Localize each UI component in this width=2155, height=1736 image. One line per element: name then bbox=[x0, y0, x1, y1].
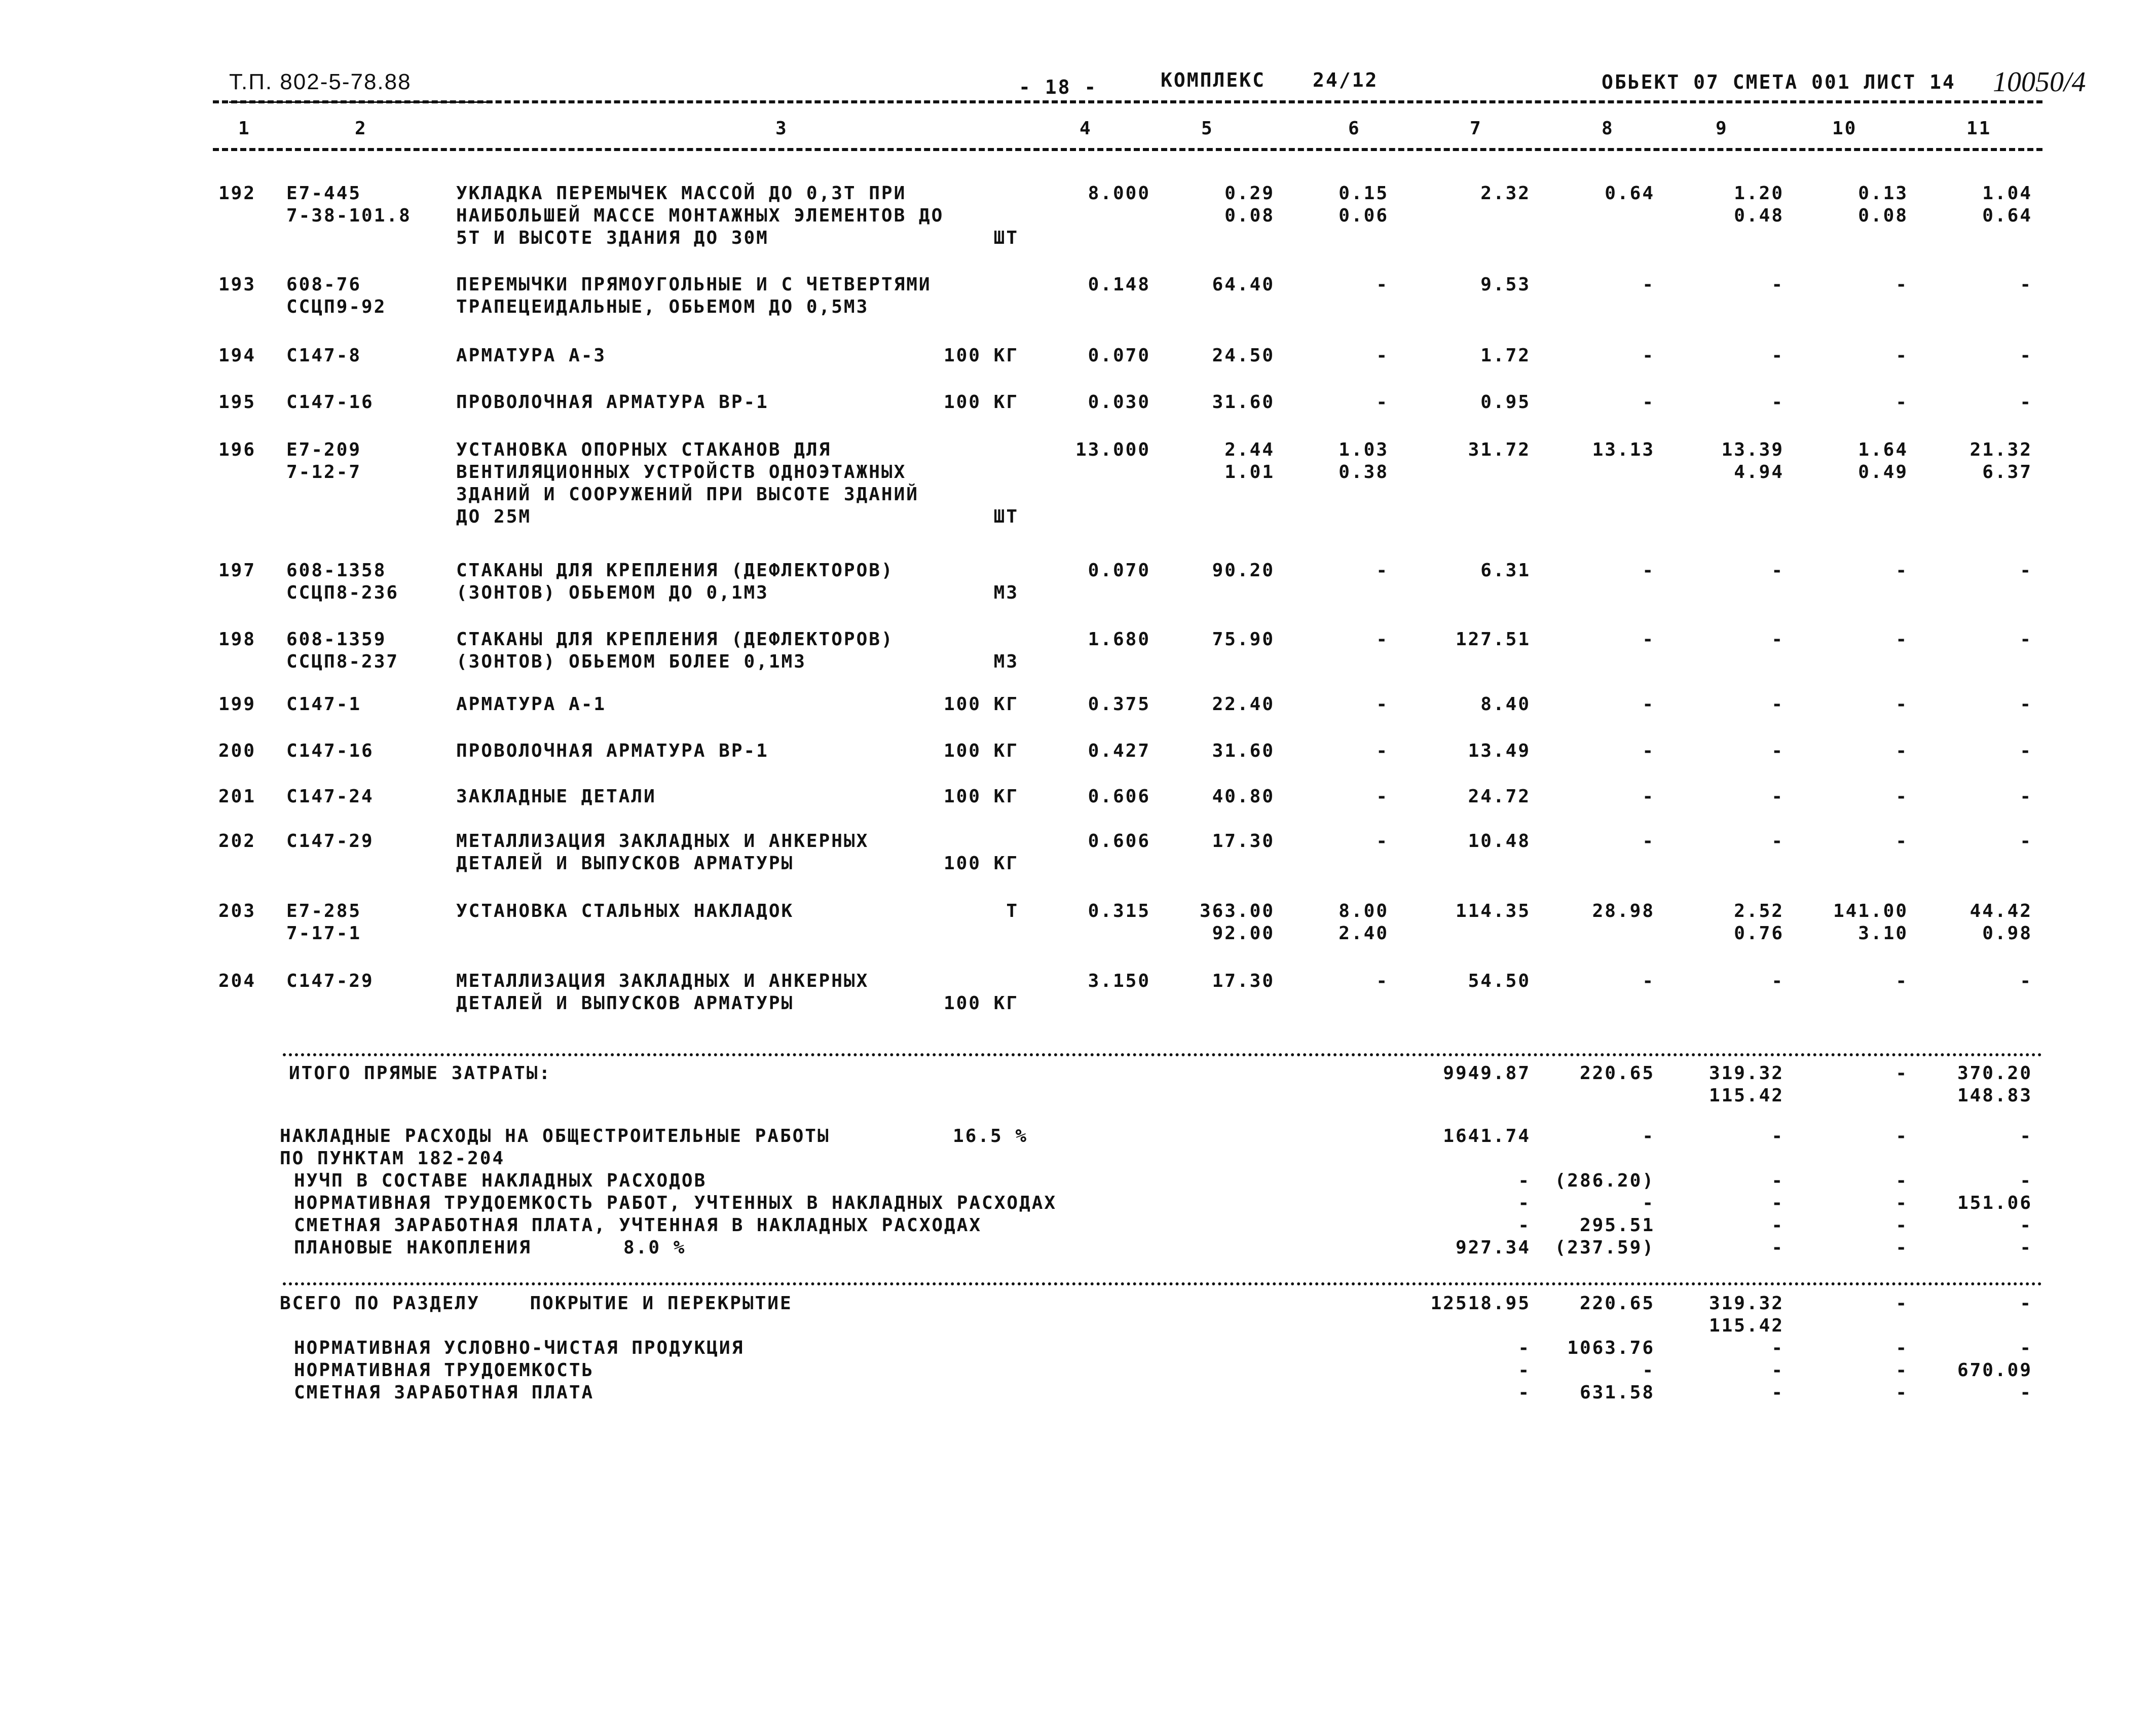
quantity-cell: 0.427 bbox=[1088, 741, 1150, 761]
wage-cell: 28.98 bbox=[1592, 901, 1655, 921]
quantity-cell: 0.030 bbox=[1088, 392, 1150, 413]
unit-of-measure: М3 bbox=[993, 582, 1019, 603]
labour-cell: - bbox=[1896, 274, 1908, 295]
machine-total-cell: - bbox=[1771, 786, 1784, 807]
reference-code: ССЦП8-236 bbox=[286, 582, 399, 603]
summary-wage: 1063.76 bbox=[1567, 1338, 1655, 1358]
labour-total-cell: - bbox=[2020, 831, 2032, 852]
labour-cell: - bbox=[1896, 786, 1908, 807]
resource-code: С147-16 bbox=[286, 741, 374, 761]
reference-code: 7-12-7 bbox=[286, 462, 362, 483]
quantity-cell: 0.315 bbox=[1088, 901, 1150, 921]
work-description: ЗАКЛАДНЫЕ ДЕТАЛИ bbox=[456, 786, 656, 807]
summary-wage: 295.51 bbox=[1579, 1215, 1655, 1236]
summary-wage: 220.65 bbox=[1579, 1063, 1655, 1084]
unit-of-measure: ШТ bbox=[993, 506, 1019, 527]
work-description: ТРАПЕЦЕИДАЛЬНЫЕ, ОБЬЕМОМ ДО 0,5М3 bbox=[456, 297, 869, 317]
labour-total-cell: 0.64 bbox=[1982, 205, 2032, 226]
summary-total: 1641.74 bbox=[1443, 1126, 1531, 1147]
wage-cell: - bbox=[1642, 831, 1655, 852]
resource-code: С147-1 bbox=[286, 694, 362, 715]
summary-wage: 631.58 bbox=[1579, 1382, 1655, 1403]
labour-total-cell: - bbox=[2020, 560, 2032, 581]
work-description: (ЗОНТОВ) ОБЬЕМОМ БОЛЕЕ 0,1М3 bbox=[456, 651, 806, 672]
total-cost-cell: 0.95 bbox=[1480, 392, 1531, 413]
quantity-cell: 0.375 bbox=[1088, 694, 1150, 715]
summary-total: - bbox=[1518, 1360, 1531, 1381]
summary-machine: 319.32 bbox=[1708, 1063, 1784, 1084]
machine-cost-cell: 8.00 bbox=[1339, 901, 1389, 921]
machine-cost-cell: - bbox=[1376, 786, 1389, 807]
reference-code: 7-38-101.8 bbox=[286, 205, 412, 226]
summary-labour: - bbox=[1896, 1338, 1908, 1358]
machine-total-cell: - bbox=[1771, 345, 1784, 366]
unit-cost-cell: 17.30 bbox=[1212, 971, 1275, 991]
summary-machine: - bbox=[1771, 1237, 1784, 1258]
machine-cost-cell: 0.15 bbox=[1339, 183, 1389, 204]
total-cost-cell: 13.49 bbox=[1468, 741, 1531, 761]
resource-code: С147-29 bbox=[286, 831, 374, 852]
machine-total-cell: 1.20 bbox=[1734, 183, 1784, 204]
summary-total: 9949.87 bbox=[1443, 1063, 1531, 1084]
row-number: 204 bbox=[218, 971, 256, 991]
summary-total: - bbox=[1518, 1382, 1531, 1403]
labour-total-cell: 44.42 bbox=[1970, 901, 2032, 921]
summary-labour-total: - bbox=[2020, 1237, 2032, 1258]
labour-total-cell: - bbox=[2020, 971, 2032, 991]
labour-total-cell: 6.37 bbox=[1982, 462, 2032, 483]
quantity-cell: 0.070 bbox=[1088, 560, 1150, 581]
column-number: 4 bbox=[1080, 118, 1092, 139]
total-cost-cell: 8.40 bbox=[1480, 694, 1531, 715]
summary-labour: - bbox=[1896, 1382, 1908, 1403]
work-description: ДЕТАЛЕЙ И ВЫПУСКОВ АРМАТУРЫ bbox=[456, 993, 794, 1014]
column-number: 2 bbox=[355, 118, 367, 139]
row-number: 203 bbox=[218, 901, 256, 921]
row-number: 200 bbox=[218, 741, 256, 761]
quantity-cell: 3.150 bbox=[1088, 971, 1150, 991]
labour-cell: - bbox=[1896, 831, 1908, 852]
unit-cost-cell: 75.90 bbox=[1212, 629, 1275, 650]
machine-cost-cell: 2.40 bbox=[1339, 923, 1389, 944]
summary-total: - bbox=[1518, 1193, 1531, 1213]
unit-of-measure: Т bbox=[1006, 901, 1019, 921]
summary-total: 12518.95 bbox=[1430, 1293, 1531, 1314]
unit-of-measure: 100 КГ bbox=[943, 853, 1019, 874]
quantity-cell: 1.680 bbox=[1088, 629, 1150, 650]
reference-code: ССЦП9-92 bbox=[286, 297, 387, 317]
work-description: АРМАТУРА А-3 bbox=[456, 345, 607, 366]
summary-machine: - bbox=[1771, 1360, 1784, 1381]
machine-total-cell: - bbox=[1771, 741, 1784, 761]
labour-total-cell: 1.04 bbox=[1982, 183, 2032, 204]
resource-code: 608-76 bbox=[286, 274, 362, 295]
machine-cost-cell: - bbox=[1376, 274, 1389, 295]
machine-total-cell: - bbox=[1771, 694, 1784, 715]
work-description: АРМАТУРА А-1 bbox=[456, 694, 607, 715]
unit-cost-cell: 2.44 bbox=[1224, 439, 1275, 460]
quantity-cell: 8.000 bbox=[1088, 183, 1150, 204]
wage-cell: - bbox=[1642, 345, 1655, 366]
total-cost-cell: 31.72 bbox=[1468, 439, 1531, 460]
summary-label: СМЕТНАЯ ЗАРАБОТНАЯ ПЛАТА bbox=[294, 1382, 595, 1403]
labour-cell: - bbox=[1896, 392, 1908, 413]
resource-code: С147-29 bbox=[286, 971, 374, 991]
machine-cost-cell: - bbox=[1376, 971, 1389, 991]
row-number: 194 bbox=[218, 345, 256, 366]
unit-of-measure: ШТ bbox=[993, 228, 1019, 248]
unit-cost-cell: 0.08 bbox=[1224, 205, 1275, 226]
labour-cell: 0.13 bbox=[1858, 183, 1908, 204]
summary-labour: - bbox=[1896, 1360, 1908, 1381]
work-description: СТАКАНЫ ДЛЯ КРЕПЛЕНИЯ (ДЕФЛЕКТОРОВ) bbox=[456, 560, 894, 581]
summary-machine: - bbox=[1771, 1338, 1784, 1358]
summary-machine: - bbox=[1771, 1170, 1784, 1191]
unit-of-measure: 100 КГ bbox=[943, 993, 1019, 1014]
summary-machine: 319.32 bbox=[1708, 1293, 1784, 1314]
work-description: ВЕНТИЛЯЦИОННЫХ УСТРОЙСТВ ОДНОЭТАЖНЫХ bbox=[456, 462, 907, 483]
unit-cost-cell: 363.00 bbox=[1199, 901, 1275, 921]
machine-cost-cell: - bbox=[1376, 831, 1389, 852]
summary-label: НОРМАТИВНАЯ УСЛОВНО-ЧИСТАЯ ПРОДУКЦИЯ bbox=[294, 1338, 745, 1358]
column-number: 6 bbox=[1348, 118, 1361, 139]
total-cost-cell: 6.31 bbox=[1480, 560, 1531, 581]
work-description: (ЗОНТОВ) ОБЬЕМОМ ДО 0,1М3 bbox=[456, 582, 769, 603]
summary-label: ВСЕГО ПО РАЗДЕЛУ ПОКРЫТИЕ И ПЕРЕКРЫТИЕ bbox=[280, 1293, 793, 1314]
machine-total-cell: 0.48 bbox=[1734, 205, 1784, 226]
unit-cost-cell: 1.01 bbox=[1224, 462, 1275, 483]
summary-labour: - bbox=[1896, 1193, 1908, 1213]
unit-cost-cell: 22.40 bbox=[1212, 694, 1275, 715]
work-description: ПРОВОЛОЧНАЯ АРМАТУРА ВР-1 bbox=[456, 741, 769, 761]
labour-cell: - bbox=[1896, 741, 1908, 761]
summary-label: НОРМАТИВНАЯ ТРУДОЕМКОСТЬ bbox=[294, 1360, 595, 1381]
labour-total-cell: - bbox=[2020, 392, 2032, 413]
unit-cost-cell: 31.60 bbox=[1212, 741, 1275, 761]
resource-code: 608-1358 bbox=[286, 560, 387, 581]
summary-labour: - bbox=[1896, 1215, 1908, 1236]
summary-wage: - bbox=[1642, 1193, 1655, 1213]
row-number: 197 bbox=[218, 560, 256, 581]
unit-cost-cell: 40.80 bbox=[1212, 786, 1275, 807]
labour-cell: - bbox=[1896, 629, 1908, 650]
work-description: СТАКАНЫ ДЛЯ КРЕПЛЕНИЯ (ДЕФЛЕКТОРОВ) bbox=[456, 629, 894, 650]
machine-cost-cell: - bbox=[1376, 392, 1389, 413]
total-cost-cell: 114.35 bbox=[1455, 901, 1531, 921]
row-number: 193 bbox=[218, 274, 256, 295]
machine-total-cell: 4.94 bbox=[1734, 462, 1784, 483]
summary-wage: (286.20) bbox=[1554, 1170, 1655, 1191]
machine-cost-cell: 0.38 bbox=[1339, 462, 1389, 483]
unit-cost-cell: 24.50 bbox=[1212, 345, 1275, 366]
summary-label: ПО ПУНКТАМ 182-204 bbox=[280, 1148, 505, 1169]
unit-of-measure: 100 КГ bbox=[943, 345, 1019, 366]
row-number: 199 bbox=[218, 694, 256, 715]
header-bottom-rule bbox=[213, 148, 2042, 151]
labour-cell: 3.10 bbox=[1858, 923, 1908, 944]
work-description: МЕТАЛЛИЗАЦИЯ ЗАКЛАДНЫХ И АНКЕРНЫХ bbox=[456, 831, 869, 852]
resource-code: С147-16 bbox=[286, 392, 374, 413]
total-cost-cell: 54.50 bbox=[1468, 971, 1531, 991]
labour-total-cell: - bbox=[2020, 741, 2032, 761]
machine-total-cell: - bbox=[1771, 629, 1784, 650]
summary-machine: - bbox=[1771, 1382, 1784, 1403]
unit-of-measure: 100 КГ bbox=[943, 741, 1019, 761]
column-number: 9 bbox=[1716, 118, 1728, 139]
unit-cost-cell: 17.30 bbox=[1212, 831, 1275, 852]
summary-labour-total: - bbox=[2020, 1126, 2032, 1147]
work-description: МЕТАЛЛИЗАЦИЯ ЗАКЛАДНЫХ И АНКЕРНЫХ bbox=[456, 971, 869, 991]
summary-labour: - bbox=[1896, 1237, 1908, 1258]
row-number: 195 bbox=[218, 392, 256, 413]
wage-cell: 13.13 bbox=[1592, 439, 1655, 460]
summary-labour-total: - bbox=[2020, 1382, 2032, 1403]
resource-code: С147-8 bbox=[286, 345, 362, 366]
wage-cell: - bbox=[1642, 971, 1655, 991]
labour-total-cell: - bbox=[2020, 345, 2032, 366]
summary-wage: - bbox=[1642, 1126, 1655, 1147]
total-cost-cell: 2.32 bbox=[1480, 183, 1531, 204]
summary-machine: 115.42 bbox=[1708, 1085, 1784, 1106]
labour-cell: - bbox=[1896, 560, 1908, 581]
labour-total-cell: - bbox=[2020, 694, 2032, 715]
wage-cell: - bbox=[1642, 392, 1655, 413]
work-description: 5Т И ВЫСОТЕ ЗДАНИЯ ДО 30М bbox=[456, 228, 769, 248]
summary-total: - bbox=[1518, 1215, 1531, 1236]
summary-machine: - bbox=[1771, 1215, 1784, 1236]
row-number: 201 bbox=[218, 786, 256, 807]
labour-total-cell: - bbox=[2020, 786, 2032, 807]
unit-cost-cell: 31.60 bbox=[1212, 392, 1275, 413]
summary-label: НУЧП В СОСТАВЕ НАКЛАДНЫХ РАСХОДОВ bbox=[294, 1170, 707, 1191]
row-number: 196 bbox=[218, 439, 256, 460]
summary-labour-total: - bbox=[2020, 1215, 2032, 1236]
summary-labour-total: 148.83 bbox=[1957, 1085, 2032, 1106]
unit-cost-cell: 64.40 bbox=[1212, 274, 1275, 295]
resource-code: Е7-285 bbox=[286, 901, 362, 921]
column-number: 1 bbox=[238, 118, 251, 139]
total-cost-cell: 9.53 bbox=[1480, 274, 1531, 295]
unit-of-measure: М3 bbox=[993, 651, 1019, 672]
wage-cell: - bbox=[1642, 560, 1655, 581]
quantity-cell: 0.606 bbox=[1088, 831, 1150, 852]
summary-labour-total: - bbox=[2020, 1338, 2032, 1358]
summary-label: НОРМАТИВНАЯ ТРУДОЕМКОСТЬ РАБОТ, УЧТЕННЫХ В НАКЛАДНЫХ РАСХОДАХ bbox=[294, 1193, 1057, 1213]
sheet-mark: 10050/4 bbox=[1993, 66, 2086, 98]
summary-label: ИТОГО ПРЯМЫЕ ЗАТРАТЫ: bbox=[289, 1063, 552, 1084]
summary-machine: - bbox=[1771, 1126, 1784, 1147]
unit-cost-cell: 92.00 bbox=[1212, 923, 1275, 944]
machine-cost-cell: - bbox=[1376, 741, 1389, 761]
summary-labour: - bbox=[1896, 1170, 1908, 1191]
summary-total: 927.34 bbox=[1455, 1237, 1531, 1258]
summary-labour-total: - bbox=[2020, 1170, 2032, 1191]
wage-cell: - bbox=[1642, 274, 1655, 295]
summary-labour: - bbox=[1896, 1126, 1908, 1147]
wage-cell: - bbox=[1642, 629, 1655, 650]
complex-value: 24/12 bbox=[1313, 69, 1379, 91]
summary-labour: - bbox=[1896, 1063, 1908, 1084]
summary-rate: 8.0 % bbox=[623, 1237, 686, 1258]
unit-cost-cell: 90.20 bbox=[1212, 560, 1275, 581]
labour-total-cell: 21.32 bbox=[1970, 439, 2032, 460]
quantity-cell: 13.000 bbox=[1075, 439, 1150, 460]
machine-total-cell: 13.39 bbox=[1721, 439, 1784, 460]
project-code: Т.П. 802-5-78.88 bbox=[229, 69, 412, 94]
machine-total-cell: - bbox=[1771, 560, 1784, 581]
machine-cost-cell: 0.06 bbox=[1339, 205, 1389, 226]
wage-cell: - bbox=[1642, 786, 1655, 807]
header-top-rule bbox=[213, 100, 2042, 103]
reference-code: ССЦП8-237 bbox=[286, 651, 399, 672]
work-description: УКЛАДКА ПЕРЕМЫЧЕК МАССОЙ ДО 0,3Т ПРИ bbox=[456, 183, 907, 204]
summary-labour-total: - bbox=[2020, 1293, 2032, 1314]
work-description: ПРОВОЛОЧНАЯ АРМАТУРА ВР-1 bbox=[456, 392, 769, 413]
object-info: ОБЬЕКТ 07 СМЕТА 001 ЛИСТ 14 bbox=[1602, 71, 1956, 93]
machine-total-cell: - bbox=[1771, 971, 1784, 991]
work-description: НАИБОЛЬШЕЙ МАССЕ МОНТАЖНЫХ ЭЛЕМЕНТОВ ДО bbox=[456, 205, 944, 226]
column-number: 10 bbox=[1832, 118, 1857, 139]
labour-cell: - bbox=[1896, 345, 1908, 366]
summary-labour-total: 151.06 bbox=[1957, 1193, 2032, 1213]
summary-rate: 16.5 % bbox=[953, 1126, 1028, 1147]
machine-cost-cell: - bbox=[1376, 345, 1389, 366]
labour-cell: - bbox=[1896, 694, 1908, 715]
work-description: УСТАНОВКА ОПОРНЫХ СТАКАНОВ ДЛЯ bbox=[456, 439, 832, 460]
labour-total-cell: 0.98 bbox=[1982, 923, 2032, 944]
machine-total-cell: - bbox=[1771, 392, 1784, 413]
summary-wage: - bbox=[1642, 1360, 1655, 1381]
summary-machine: 115.42 bbox=[1708, 1315, 1784, 1336]
summary-label: НАКЛАДНЫЕ РАСХОДЫ НА ОБЩЕСТРОИТЕЛЬНЫЕ РАБОТЫ bbox=[280, 1126, 830, 1147]
labour-total-cell: - bbox=[2020, 629, 2032, 650]
work-description: ДЕТАЛЕЙ И ВЫПУСКОВ АРМАТУРЫ bbox=[456, 853, 794, 874]
resource-code: Е7-209 bbox=[286, 439, 362, 460]
summary-wage: (237.59) bbox=[1554, 1237, 1655, 1258]
totals-dotted-rule bbox=[283, 1053, 2042, 1056]
column-number: 3 bbox=[775, 118, 788, 139]
summary-wage: 220.65 bbox=[1579, 1293, 1655, 1314]
work-description: ЗДАНИЙ И СООРУЖЕНИЙ ПРИ ВЫСОТЕ ЗДАНИЙ bbox=[456, 484, 919, 505]
row-number: 202 bbox=[218, 831, 256, 852]
row-number: 198 bbox=[218, 629, 256, 650]
machine-cost-cell: 1.03 bbox=[1339, 439, 1389, 460]
summary-labour-total: 670.09 bbox=[1957, 1360, 2032, 1381]
quantity-cell: 0.070 bbox=[1088, 345, 1150, 366]
work-description: УСТАНОВКА СТАЛЬНЫХ НАКЛАДОК bbox=[456, 901, 794, 921]
labour-cell: 0.49 bbox=[1858, 462, 1908, 483]
machine-total-cell: 0.76 bbox=[1734, 923, 1784, 944]
column-number: 5 bbox=[1201, 118, 1214, 139]
complex-label: КОМПЛЕКС bbox=[1161, 69, 1266, 91]
total-cost-cell: 127.51 bbox=[1455, 629, 1531, 650]
total-cost-cell: 24.72 bbox=[1468, 786, 1531, 807]
labour-cell: - bbox=[1896, 971, 1908, 991]
work-description: ДО 25М bbox=[456, 506, 532, 527]
wage-cell: - bbox=[1642, 741, 1655, 761]
machine-total-cell: - bbox=[1771, 274, 1784, 295]
labour-cell: 0.08 bbox=[1858, 205, 1908, 226]
section-dotted-rule bbox=[283, 1282, 2042, 1285]
unit-of-measure: 100 КГ bbox=[943, 694, 1019, 715]
machine-cost-cell: - bbox=[1376, 560, 1389, 581]
resource-code: Е7-445 bbox=[286, 183, 362, 204]
labour-total-cell: - bbox=[2020, 274, 2032, 295]
unit-of-measure: 100 КГ bbox=[943, 392, 1019, 413]
resource-code: С147-24 bbox=[286, 786, 374, 807]
total-cost-cell: 1.72 bbox=[1480, 345, 1531, 366]
row-number: 192 bbox=[218, 183, 256, 204]
wage-cell: 0.64 bbox=[1605, 183, 1655, 204]
total-cost-cell: 10.48 bbox=[1468, 831, 1531, 852]
summary-machine: - bbox=[1771, 1193, 1784, 1213]
labour-cell: 141.00 bbox=[1833, 901, 1908, 921]
column-number: 11 bbox=[1966, 118, 1992, 139]
reference-code: 7-17-1 bbox=[286, 923, 362, 944]
summary-label: ПЛАНОВЫЕ НАКОПЛЕНИЯ bbox=[294, 1237, 532, 1258]
page-number: - 18 - bbox=[1019, 76, 1098, 98]
resource-code: 608-1359 bbox=[286, 629, 387, 650]
machine-total-cell: 2.52 bbox=[1734, 901, 1784, 921]
machine-cost-cell: - bbox=[1376, 694, 1389, 715]
summary-total: - bbox=[1518, 1338, 1531, 1358]
column-number: 8 bbox=[1602, 118, 1614, 139]
unit-cost-cell: 0.29 bbox=[1224, 183, 1275, 204]
quantity-cell: 0.148 bbox=[1088, 274, 1150, 295]
summary-total: - bbox=[1518, 1170, 1531, 1191]
work-description: ПЕРЕМЫЧКИ ПРЯМОУГОЛЬНЫЕ И С ЧЕТВЕРТЯМИ bbox=[456, 274, 932, 295]
wage-cell: - bbox=[1642, 694, 1655, 715]
column-number: 7 bbox=[1470, 118, 1482, 139]
unit-of-measure: 100 КГ bbox=[943, 786, 1019, 807]
summary-labour: - bbox=[1896, 1293, 1908, 1314]
machine-total-cell: - bbox=[1771, 831, 1784, 852]
machine-cost-cell: - bbox=[1376, 629, 1389, 650]
summary-label: СМЕТНАЯ ЗАРАБОТНАЯ ПЛАТА, УЧТЕННАЯ В НАКЛАДНЫХ РАСХОДАХ bbox=[294, 1215, 982, 1236]
summary-labour-total: 370.20 bbox=[1957, 1063, 2032, 1084]
quantity-cell: 0.606 bbox=[1088, 786, 1150, 807]
labour-cell: 1.64 bbox=[1858, 439, 1908, 460]
